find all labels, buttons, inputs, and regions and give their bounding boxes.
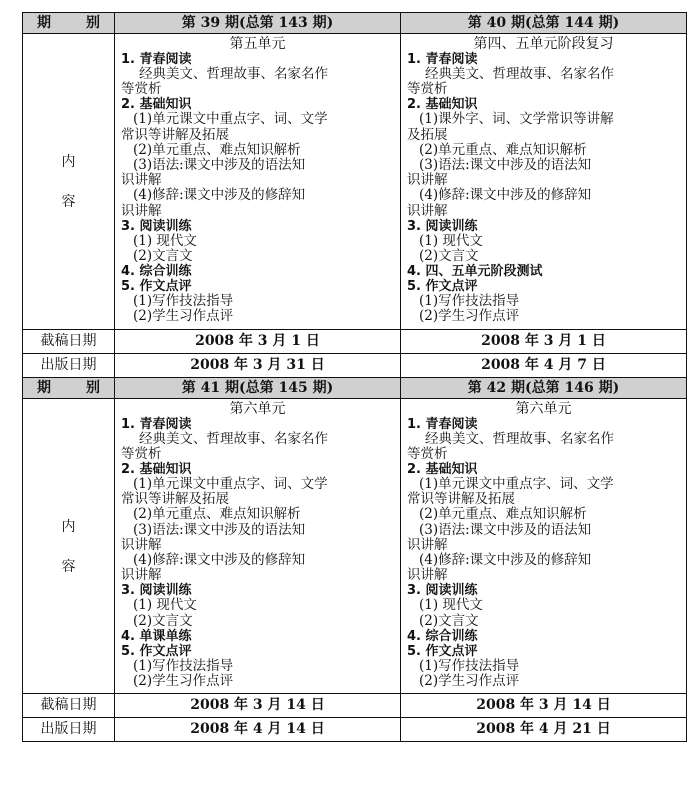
section-heading: 5. 作文点评 xyxy=(121,279,192,295)
issue-schedule-table xyxy=(22,12,687,742)
content-line: 经典美文、哲理故事、名家名作 xyxy=(139,66,328,82)
content-line: 等赏析 xyxy=(407,81,448,98)
section-heading: 2. 基础知识 xyxy=(121,462,192,478)
deadline-date: 2008 年 3 月 1 日 xyxy=(401,329,687,353)
content-line: 经典美文、哲理故事、名家名作 xyxy=(425,66,614,82)
content-line: 识讲解 xyxy=(407,536,448,553)
content-line: (1)单元课文中重点字、词、文学 xyxy=(133,111,328,128)
publish-row xyxy=(23,718,687,742)
issue-header: 第 41 期(总第 145 期) xyxy=(115,377,401,398)
publish-date: 2008 年 3 月 31 日 xyxy=(115,353,401,377)
content-line: (1) 现代文 xyxy=(419,232,483,249)
content-line: (2)学生习作点评 xyxy=(419,308,520,325)
section-heading: 4. 综合训练 xyxy=(121,264,192,280)
section-heading: 3. 阅读训练 xyxy=(121,218,192,234)
content-line: 识讲解 xyxy=(407,202,448,219)
content-line: (1)写作技法指导 xyxy=(133,657,234,674)
content-line: (3)语法:课文中涉及的语法知 xyxy=(133,521,306,538)
content-row xyxy=(23,398,687,694)
content-line: (1)课外字、词、文学常识等讲解 xyxy=(419,111,614,128)
content-line: 识讲解 xyxy=(121,172,162,189)
content-line: (3)语法:课文中涉及的语法知 xyxy=(133,157,306,174)
deadline-label: 截稿日期 xyxy=(23,329,115,353)
content-line: (1) 现代文 xyxy=(419,597,483,614)
content-label: 内 容 xyxy=(23,398,115,694)
content-line: (2)文言文 xyxy=(419,248,479,265)
content-line: 经典美文、哲理故事、名家名作 xyxy=(139,430,328,447)
content-line: 识讲解 xyxy=(121,567,162,584)
content-line: (1)写作技法指导 xyxy=(133,293,234,310)
content-line: (1) 现代文 xyxy=(133,597,197,614)
content-line: 常识等讲解及拓展 xyxy=(407,491,515,508)
content-line: (1)单元课文中重点字、词、文学 xyxy=(419,476,614,493)
content-line: (1) 现代文 xyxy=(133,232,197,249)
issue-content xyxy=(115,34,401,330)
section-heading: 1. 青春阅读 xyxy=(121,52,192,67)
content-line: (2)单元重点、难点知识解析 xyxy=(133,506,301,523)
content-line: 识讲解 xyxy=(407,172,448,189)
content-line: (1)写作技法指导 xyxy=(419,657,520,674)
deadline-row xyxy=(23,329,687,353)
deadline-date: 2008 年 3 月 14 日 xyxy=(115,694,401,718)
unit-title: 第六单元 xyxy=(515,400,572,417)
section-heading: 5. 作文点评 xyxy=(407,279,478,295)
section-heading: 5. 作文点评 xyxy=(407,643,478,659)
section-heading: 4. 单课单练 xyxy=(121,628,192,644)
section-heading: 3. 阅读训练 xyxy=(407,218,478,234)
content-line: (2)单元重点、难点知识解析 xyxy=(133,141,301,158)
deadline-row xyxy=(23,694,687,718)
content-line: (2)学生习作点评 xyxy=(133,673,234,690)
section-heading: 1. 青春阅读 xyxy=(407,416,478,432)
issue-header: 第 40 期(总第 144 期) xyxy=(401,13,687,34)
section-heading: 4. 综合训练 xyxy=(407,628,478,644)
content-line: (1)单元课文中重点字、词、文学 xyxy=(133,476,328,493)
issue-header-row xyxy=(23,13,687,34)
content-line: (4)修辞:课文中涉及的修辞知 xyxy=(133,552,306,569)
content-line: (4)修辞:课文中涉及的修辞知 xyxy=(419,552,592,569)
issue-header: 第 42 期(总第 146 期) xyxy=(401,377,687,398)
unit-title: 第四、五单元阶段复习 xyxy=(473,36,614,52)
content-line: 等赏析 xyxy=(121,445,162,462)
section-heading: 3. 阅读训练 xyxy=(407,583,478,599)
issue-header-row xyxy=(23,377,687,398)
section-heading: 1. 青春阅读 xyxy=(407,52,478,67)
content-line: 等赏析 xyxy=(121,81,162,98)
content-line: (4)修辞:课文中涉及的修辞知 xyxy=(419,187,592,204)
deadline-date: 2008 年 3 月 1 日 xyxy=(115,329,401,353)
deadline-label: 截稿日期 xyxy=(23,694,115,718)
content-line: 及拓展 xyxy=(407,126,448,143)
period-label: 期 别 xyxy=(23,377,115,398)
period-label: 期 别 xyxy=(23,13,115,34)
publish-date: 2008 年 4 月 21 日 xyxy=(401,718,687,742)
deadline-date: 2008 年 3 月 14 日 xyxy=(401,694,687,718)
publish-label: 出版日期 xyxy=(23,353,115,377)
content-line: (1)写作技法指导 xyxy=(419,293,520,310)
section-heading: 2. 基础知识 xyxy=(121,97,192,113)
unit-title: 第五单元 xyxy=(229,36,286,52)
content-line: (3)语法:课文中涉及的语法知 xyxy=(419,521,592,538)
section-heading: 5. 作文点评 xyxy=(121,643,192,659)
content-line: 常识等讲解及拓展 xyxy=(121,491,229,508)
content-line: (2)学生习作点评 xyxy=(419,673,520,690)
section-heading: 2. 基础知识 xyxy=(407,97,478,113)
content-line: 常识等讲解及拓展 xyxy=(121,126,229,143)
issue-content xyxy=(401,34,687,330)
content-label: 内 容 xyxy=(23,34,115,330)
section-heading: 3. 阅读训练 xyxy=(121,583,192,599)
content-line: (2)文言文 xyxy=(419,612,479,629)
content-line: (3)语法:课文中涉及的语法知 xyxy=(419,157,592,174)
publish-date: 2008 年 4 月 7 日 xyxy=(401,353,687,377)
issue-header: 第 39 期(总第 143 期) xyxy=(115,13,401,34)
content-line: (2)文言文 xyxy=(133,248,193,265)
content-line: 识讲解 xyxy=(407,567,448,584)
content-line: (2)学生习作点评 xyxy=(133,308,234,325)
unit-title: 第六单元 xyxy=(229,400,286,417)
publish-label: 出版日期 xyxy=(23,718,115,742)
section-heading: 2. 基础知识 xyxy=(407,462,478,478)
content-line: 识讲解 xyxy=(121,536,162,553)
content-line: 识讲解 xyxy=(121,202,162,219)
content-line: (2)单元重点、难点知识解析 xyxy=(419,506,587,523)
publish-row xyxy=(23,353,687,377)
publish-date: 2008 年 4 月 14 日 xyxy=(115,718,401,742)
content-row xyxy=(23,34,687,330)
content-line: (4)修辞:课文中涉及的修辞知 xyxy=(133,187,306,204)
content-line: (2)单元重点、难点知识解析 xyxy=(419,141,587,158)
issue-content xyxy=(115,398,401,694)
content-line: 经典美文、哲理故事、名家名作 xyxy=(425,430,614,447)
content-line: (2)文言文 xyxy=(133,612,193,629)
content-line: 等赏析 xyxy=(407,445,448,462)
section-heading: 1. 青春阅读 xyxy=(121,416,192,432)
section-heading: 4. 四、五单元阶段测试 xyxy=(407,264,543,280)
issue-content xyxy=(401,398,687,694)
